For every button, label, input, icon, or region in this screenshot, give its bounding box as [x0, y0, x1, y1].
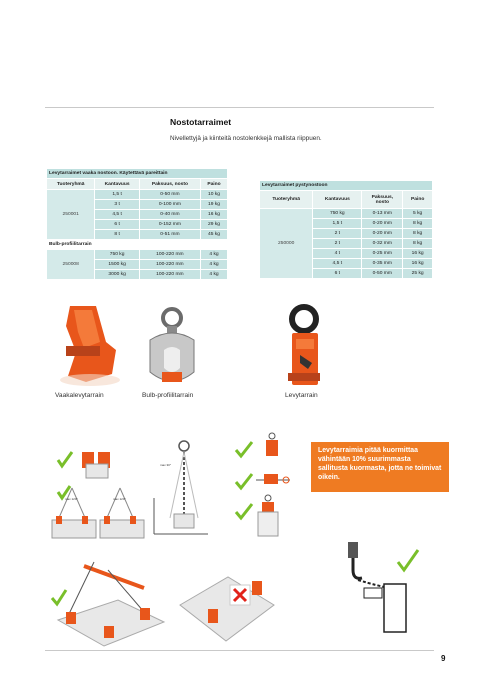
- table-cell: 8 kg: [403, 239, 432, 248]
- table-cell: 6 t: [313, 269, 361, 278]
- group-cell: 250001: [47, 190, 94, 239]
- table-cell: 45 kg: [201, 230, 227, 239]
- table-section-label: Bulb-profiilitarrain: [47, 240, 227, 249]
- table-cell: 6 t: [95, 220, 138, 229]
- table-cell: 5 kg: [403, 209, 432, 218]
- group-cell: 250008: [47, 250, 94, 279]
- table-horizontal: [46, 168, 228, 280]
- table-vertical: [259, 180, 433, 279]
- table-cell: 0-40 mm: [140, 210, 200, 219]
- vertical-plate-clamp-image: [278, 303, 330, 391]
- page-title: Nostotarraimet: [170, 117, 232, 127]
- bulb-profile-clamp-image: [140, 306, 202, 392]
- table-cell: 4,5 t: [313, 259, 361, 268]
- col-header: Paino: [403, 191, 432, 208]
- warning-box: Levytarraimia pitää kuormittaa vähintään 10% suurimmasta sallitusta kuormasta, jotta ne toimivat oikein.: [311, 442, 449, 492]
- table-cell: 4 kg: [201, 270, 227, 279]
- table-cell: 10 kg: [201, 190, 227, 199]
- table-cell: 16 kg: [403, 249, 432, 258]
- table-cell: 0-35 mm: [362, 259, 402, 268]
- group-cell: 250000: [260, 209, 312, 278]
- check-icon: [398, 550, 418, 570]
- col-header: Kantavuus: [95, 179, 138, 189]
- product-label: Vaakalevytarrain: [55, 392, 104, 399]
- product-label: Levytarrain: [285, 392, 318, 399]
- table-cell: 19 kg: [201, 200, 227, 209]
- table-cell: 8 t: [95, 230, 138, 239]
- table-cell: 0-152 mm: [140, 220, 200, 229]
- table-cell: 29 kg: [201, 220, 227, 229]
- hook-lift-diagram: [338, 540, 432, 634]
- table-cell: 0-20 mm: [362, 229, 402, 238]
- table-cell: 0-51 mm: [140, 230, 200, 239]
- col-header: Paino: [201, 179, 227, 189]
- table-cell: 2 t: [313, 229, 361, 238]
- table-cell: 0-20 mm: [362, 219, 402, 228]
- table-cell: 0-32 mm: [362, 239, 402, 248]
- table-cell: 3 t: [95, 200, 138, 209]
- table-cell: 750 kg: [95, 250, 138, 259]
- angle-label: max 120°: [65, 497, 78, 501]
- col-header: Paksuus, nosto: [140, 179, 200, 189]
- table-cell: 4,5 t: [95, 210, 138, 219]
- page-number: 9: [441, 654, 446, 663]
- horizontal-lift-diagram: [50, 438, 150, 540]
- bottom-rule: [45, 650, 434, 651]
- table-cell: 16 kg: [403, 259, 432, 268]
- top-rule: [45, 107, 434, 108]
- table-cell: 0-50 mm: [140, 190, 200, 199]
- table-cell: 100-220 mm: [140, 270, 200, 279]
- col-header: Tuoteryhmä: [260, 191, 312, 208]
- table-cell: 25 kg: [403, 269, 432, 278]
- angle-label: max 120°: [113, 497, 126, 501]
- table-cell: 100-220 mm: [140, 260, 200, 269]
- table-cell: 4 t: [313, 249, 361, 258]
- table-cell: 16 kg: [201, 210, 227, 219]
- col-header: Paksuus, nosto: [362, 191, 402, 208]
- chain-sling-diagram: [150, 438, 210, 538]
- beam-lift-diagram: [48, 560, 166, 648]
- horizontal-plate-clamp-image: [56, 302, 126, 392]
- check-icon: [58, 452, 72, 466]
- table-cell: 1,5 t: [313, 219, 361, 228]
- check-icon: [52, 590, 66, 604]
- table-caption: Levytarraimet vaaka nostoon. Käytettävä pareittain: [47, 169, 227, 178]
- table-cell: 100-220 mm: [140, 250, 200, 259]
- table-cell: 3000 kg: [95, 270, 138, 279]
- check-icon: [236, 504, 252, 518]
- table-cell: 0-100 mm: [140, 200, 200, 209]
- angle-label: max 30°: [160, 463, 172, 467]
- table-cell: 0-25 mm: [362, 249, 402, 258]
- vertical-lift-diagram: [230, 432, 300, 538]
- col-header: Kantavuus: [313, 191, 361, 208]
- table-cell: 4 kg: [201, 250, 227, 259]
- table-cell: 2 t: [313, 239, 361, 248]
- table-cell: 1,5 t: [95, 190, 138, 199]
- table-cell: 0-13 mm: [362, 209, 402, 218]
- intro-text: Nivellettyjä ja kiinteitä nostolenkkejä mallista riippuen.: [170, 135, 322, 142]
- check-icon: [236, 442, 252, 456]
- check-icon: [236, 474, 252, 488]
- table-cell: 0-50 mm: [362, 269, 402, 278]
- table-cell: 750 kg: [313, 209, 361, 218]
- table-cell: 4 kg: [201, 260, 227, 269]
- table-cell: 1500 kg: [95, 260, 138, 269]
- product-label: Bulb-profiilitarrain: [142, 392, 194, 399]
- col-header: Tuoteryhmä: [47, 179, 94, 189]
- wrong-lift-diagram: [178, 565, 276, 645]
- table-cell: 8 kg: [403, 219, 432, 228]
- table-caption: Levytarraimet pystynostoon: [260, 181, 432, 190]
- table-cell: 8 kg: [403, 229, 432, 238]
